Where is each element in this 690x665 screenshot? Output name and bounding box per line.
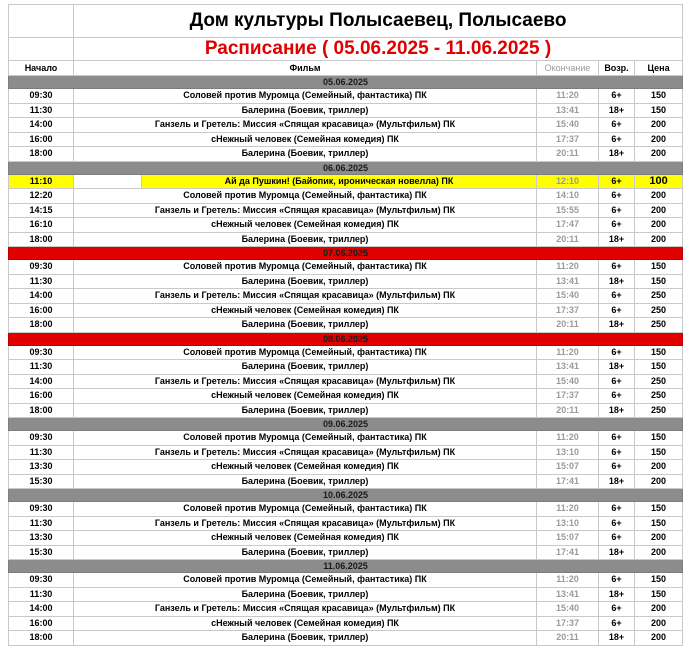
age-rating: 6+ xyxy=(599,460,635,475)
table-row xyxy=(9,616,683,631)
ticket-price: 150 xyxy=(635,587,683,602)
age-rating: 6+ xyxy=(599,218,635,233)
film-title: Ганзель и Гретель: Миссия «Спящая красавица» (Мультфильм) ПК xyxy=(74,203,537,218)
film-title: сНежный человек (Семейная комедия) ПК xyxy=(74,616,537,631)
end-time: 15:40 xyxy=(537,374,599,389)
date-row xyxy=(9,76,683,89)
age-rating: 18+ xyxy=(599,103,635,118)
age-rating: 6+ xyxy=(599,616,635,631)
age-rating: 6+ xyxy=(599,531,635,546)
film-title: Балерина (Боевик, триллер) xyxy=(74,147,537,162)
age-rating: 6+ xyxy=(599,118,635,133)
date-row xyxy=(9,332,683,345)
film-title: Балерина (Боевик, триллер) xyxy=(74,103,537,118)
table-row xyxy=(9,474,683,489)
start-time: 13:30 xyxy=(9,531,74,546)
table-row xyxy=(9,374,683,389)
date-label: 10.06.2025 xyxy=(9,489,683,502)
film-title: Ганзель и Гретель: Миссия «Спящая красавица» (Мультфильм) ПК xyxy=(74,289,537,304)
subtitle-row xyxy=(9,38,683,61)
end-time: 17:37 xyxy=(537,303,599,318)
table-row xyxy=(9,89,683,104)
age-rating: 18+ xyxy=(599,474,635,489)
table-row xyxy=(9,445,683,460)
start-time: 11:10 xyxy=(9,174,74,189)
end-time: 14:10 xyxy=(537,189,599,204)
table-row xyxy=(9,289,683,304)
schedule-sheet xyxy=(8,4,682,646)
table-row xyxy=(9,218,683,233)
start-time: 12:20 xyxy=(9,189,74,204)
film-title: Ганзель и Гретель: Миссия «Спящая красавица» (Мультфильм) ПК xyxy=(74,118,537,133)
age-rating: 6+ xyxy=(599,602,635,617)
date-label: 06.06.2025 xyxy=(9,161,683,174)
ticket-price: 200 xyxy=(635,203,683,218)
start-time: 15:30 xyxy=(9,474,74,489)
age-rating: 18+ xyxy=(599,147,635,162)
start-time: 11:30 xyxy=(9,445,74,460)
end-time: 13:41 xyxy=(537,103,599,118)
end-time: 13:41 xyxy=(537,360,599,375)
start-time: 14:15 xyxy=(9,203,74,218)
table-row xyxy=(9,232,683,247)
table-row xyxy=(9,431,683,446)
film-title: Ганзель и Гретель: Миссия «Спящая красавица» (Мультфильм) ПК xyxy=(74,374,537,389)
table-row xyxy=(9,531,683,546)
date-label: 07.06.2025 xyxy=(9,247,683,260)
start-time: 11:30 xyxy=(9,103,74,118)
end-time: 17:41 xyxy=(537,545,599,560)
ticket-price: 200 xyxy=(635,602,683,617)
film-title: Балерина (Боевик, триллер) xyxy=(74,474,537,489)
table-row xyxy=(9,274,683,289)
end-time: 13:10 xyxy=(537,445,599,460)
table-row xyxy=(9,516,683,531)
table-row xyxy=(9,587,683,602)
end-time: 20:11 xyxy=(537,631,599,646)
table-row xyxy=(9,631,683,646)
start-time: 11:30 xyxy=(9,587,74,602)
header-row xyxy=(9,61,683,76)
start-time: 16:00 xyxy=(9,303,74,318)
start-time: 18:00 xyxy=(9,147,74,162)
film-title: сНежный человек (Семейная комедия) ПК xyxy=(74,531,537,546)
table-row xyxy=(9,103,683,118)
age-rating: 18+ xyxy=(599,274,635,289)
date-row xyxy=(9,161,683,174)
end-time: 12:10 xyxy=(537,174,599,189)
film-title: сНежный человек (Семейная комедия) ПК xyxy=(74,303,537,318)
start-time: 18:00 xyxy=(9,631,74,646)
schedule-period: Расписание ( 05.06.2025 - 11.06.2025 ) xyxy=(74,38,683,61)
table-row xyxy=(9,318,683,333)
age-rating: 18+ xyxy=(599,631,635,646)
ticket-price: 150 xyxy=(635,360,683,375)
table-row xyxy=(9,189,683,204)
start-time: 11:30 xyxy=(9,274,74,289)
film-title: Балерина (Боевик, триллер) xyxy=(74,631,537,646)
table-row xyxy=(9,132,683,147)
table-row xyxy=(9,203,683,218)
ticket-price: 150 xyxy=(635,274,683,289)
start-time: 14:00 xyxy=(9,602,74,617)
ticket-price: 200 xyxy=(635,474,683,489)
start-time: 18:00 xyxy=(9,318,74,333)
ticket-price: 200 xyxy=(635,616,683,631)
subtitle-blank-cell xyxy=(9,38,74,61)
date-label: 08.06.2025 xyxy=(9,332,683,345)
date-label: 11.06.2025 xyxy=(9,560,683,573)
film-title: Соловей против Муромца (Семейный, фантастика) ПК xyxy=(74,573,537,588)
ticket-price: 150 xyxy=(635,573,683,588)
date-row xyxy=(9,560,683,573)
page-title: Дом культуры Полысаевец, Полысаево xyxy=(74,5,683,38)
age-rating: 6+ xyxy=(599,132,635,147)
film-title: Ай да Пушкин! (Байопик, ироническая новелла) ПК xyxy=(142,174,537,189)
start-time: 18:00 xyxy=(9,232,74,247)
start-time: 14:00 xyxy=(9,289,74,304)
header-age: Возр. xyxy=(599,61,635,76)
start-time: 11:30 xyxy=(9,516,74,531)
age-rating: 6+ xyxy=(599,516,635,531)
age-rating: 6+ xyxy=(599,502,635,517)
age-rating: 6+ xyxy=(599,445,635,460)
ticket-price: 250 xyxy=(635,289,683,304)
start-time: 18:00 xyxy=(9,403,74,418)
start-time: 09:30 xyxy=(9,345,74,360)
ticket-price: 150 xyxy=(635,431,683,446)
table-row xyxy=(9,389,683,404)
ticket-price: 200 xyxy=(635,460,683,475)
table-row xyxy=(9,147,683,162)
start-time: 16:00 xyxy=(9,389,74,404)
film-title: Балерина (Боевик, триллер) xyxy=(74,318,537,333)
end-time: 20:11 xyxy=(537,318,599,333)
table-row xyxy=(9,573,683,588)
end-time: 11:20 xyxy=(537,502,599,517)
title-row xyxy=(9,5,683,38)
film-title: Балерина (Боевик, триллер) xyxy=(74,545,537,560)
ticket-price: 200 xyxy=(635,545,683,560)
age-rating: 6+ xyxy=(599,431,635,446)
age-rating: 18+ xyxy=(599,545,635,560)
ticket-price: 200 xyxy=(635,631,683,646)
age-rating: 6+ xyxy=(599,203,635,218)
film-title: Ганзель и Гретель: Миссия «Спящая красавица» (Мультфильм) ПК xyxy=(74,516,537,531)
ticket-price: 200 xyxy=(635,218,683,233)
ticket-price: 150 xyxy=(635,445,683,460)
age-rating: 18+ xyxy=(599,403,635,418)
age-rating: 6+ xyxy=(599,374,635,389)
ticket-price: 150 xyxy=(635,89,683,104)
ticket-price: 150 xyxy=(635,103,683,118)
ticket-price: 150 xyxy=(635,345,683,360)
header-price: Цена xyxy=(635,61,683,76)
header-start: Начало xyxy=(9,61,74,76)
film-title: Балерина (Боевик, триллер) xyxy=(74,274,537,289)
age-rating: 6+ xyxy=(599,89,635,104)
end-time: 17:37 xyxy=(537,389,599,404)
ticket-price: 200 xyxy=(635,147,683,162)
film-title: Соловей против Муромца (Семейный, фантастика) ПК xyxy=(74,431,537,446)
end-time: 20:11 xyxy=(537,232,599,247)
date-label: 09.06.2025 xyxy=(9,418,683,431)
end-time: 15:40 xyxy=(537,289,599,304)
start-time: 13:30 xyxy=(9,460,74,475)
age-rating: 18+ xyxy=(599,318,635,333)
ticket-price: 250 xyxy=(635,403,683,418)
end-time: 17:41 xyxy=(537,474,599,489)
end-time: 13:41 xyxy=(537,274,599,289)
table-row xyxy=(9,360,683,375)
age-rating: 6+ xyxy=(599,345,635,360)
end-time: 11:20 xyxy=(537,89,599,104)
ticket-price: 250 xyxy=(635,389,683,404)
table-row xyxy=(9,460,683,475)
film-title: сНежный человек (Семейная комедия) ПК xyxy=(74,389,537,404)
ticket-price: 250 xyxy=(635,318,683,333)
start-time: 09:30 xyxy=(9,573,74,588)
start-time: 16:00 xyxy=(9,616,74,631)
film-title: сНежный человек (Семейная комедия) ПК xyxy=(74,460,537,475)
title-blank-cell xyxy=(9,5,74,38)
end-time: 11:20 xyxy=(537,573,599,588)
ticket-price: 200 xyxy=(635,232,683,247)
age-rating: 18+ xyxy=(599,360,635,375)
film-title: Балерина (Боевик, триллер) xyxy=(74,360,537,375)
film-title: Соловей против Муромца (Семейный, фантастика) ПК xyxy=(74,502,537,517)
film-title: Соловей против Муромца (Семейный, фантастика) ПК xyxy=(74,345,537,360)
schedule-table xyxy=(8,4,683,646)
film-title: Соловей против Муромца (Семейный, фантастика) ПК xyxy=(74,89,537,104)
ticket-price: 100 xyxy=(635,174,683,189)
start-time: 16:10 xyxy=(9,218,74,233)
age-rating: 6+ xyxy=(599,289,635,304)
film-title: сНежный человек (Семейная комедия) ПК xyxy=(74,218,537,233)
table-row xyxy=(9,403,683,418)
age-rating: 6+ xyxy=(599,260,635,275)
ticket-price: 250 xyxy=(635,374,683,389)
table-row xyxy=(9,260,683,275)
end-time: 15:55 xyxy=(537,203,599,218)
end-time: 13:10 xyxy=(537,516,599,531)
ticket-price: 200 xyxy=(635,189,683,204)
date-row xyxy=(9,418,683,431)
film-title: Балерина (Боевик, триллер) xyxy=(74,403,537,418)
end-time: 17:47 xyxy=(537,218,599,233)
film-title: Соловей против Муромца (Семейный, фантастика) ПК xyxy=(74,260,537,275)
date-row xyxy=(9,489,683,502)
start-time: 09:30 xyxy=(9,431,74,446)
film-title: Соловей против Муромца (Семейный, фантастика) ПК xyxy=(74,189,537,204)
table-row-highlighted xyxy=(9,174,683,189)
age-rating: 6+ xyxy=(599,303,635,318)
start-time: 09:30 xyxy=(9,502,74,517)
ticket-price: 250 xyxy=(635,303,683,318)
end-time: 15:07 xyxy=(537,531,599,546)
film-title: Балерина (Боевик, триллер) xyxy=(74,587,537,602)
start-time: 15:30 xyxy=(9,545,74,560)
end-time: 17:37 xyxy=(537,616,599,631)
start-time: 14:00 xyxy=(9,118,74,133)
end-time: 20:11 xyxy=(537,403,599,418)
end-time: 17:37 xyxy=(537,132,599,147)
age-rating: 6+ xyxy=(599,189,635,204)
table-row xyxy=(9,502,683,517)
header-end: Окончание xyxy=(537,61,599,76)
end-time: 11:20 xyxy=(537,431,599,446)
end-time: 15:07 xyxy=(537,460,599,475)
film-title: Балерина (Боевик, триллер) xyxy=(74,232,537,247)
end-time: 11:20 xyxy=(537,260,599,275)
blank-cell xyxy=(74,174,142,189)
age-rating: 18+ xyxy=(599,232,635,247)
age-rating: 6+ xyxy=(599,573,635,588)
header-film: Фильм xyxy=(74,61,537,76)
age-rating: 6+ xyxy=(599,389,635,404)
end-time: 11:20 xyxy=(537,345,599,360)
end-time: 20:11 xyxy=(537,147,599,162)
film-title: Ганзель и Гретель: Миссия «Спящая красавица» (Мультфильм) ПК xyxy=(74,602,537,617)
end-time: 15:40 xyxy=(537,118,599,133)
age-rating: 18+ xyxy=(599,587,635,602)
date-row xyxy=(9,247,683,260)
table-row xyxy=(9,303,683,318)
table-row xyxy=(9,118,683,133)
film-title: сНежный человек (Семейная комедия) ПК xyxy=(74,132,537,147)
start-time: 14:00 xyxy=(9,374,74,389)
start-time: 11:30 xyxy=(9,360,74,375)
ticket-price: 150 xyxy=(635,260,683,275)
ticket-price: 200 xyxy=(635,118,683,133)
table-row xyxy=(9,345,683,360)
end-time: 15:40 xyxy=(537,602,599,617)
ticket-price: 150 xyxy=(635,502,683,517)
ticket-price: 200 xyxy=(635,132,683,147)
table-row xyxy=(9,545,683,560)
start-time: 16:00 xyxy=(9,132,74,147)
table-row xyxy=(9,602,683,617)
film-title: Ганзель и Гретель: Миссия «Спящая красавица» (Мультфильм) ПК xyxy=(74,445,537,460)
ticket-price: 150 xyxy=(635,516,683,531)
age-rating: 6+ xyxy=(599,174,635,189)
ticket-price: 200 xyxy=(635,531,683,546)
end-time: 13:41 xyxy=(537,587,599,602)
start-time: 09:30 xyxy=(9,260,74,275)
date-label: 05.06.2025 xyxy=(9,76,683,89)
start-time: 09:30 xyxy=(9,89,74,104)
